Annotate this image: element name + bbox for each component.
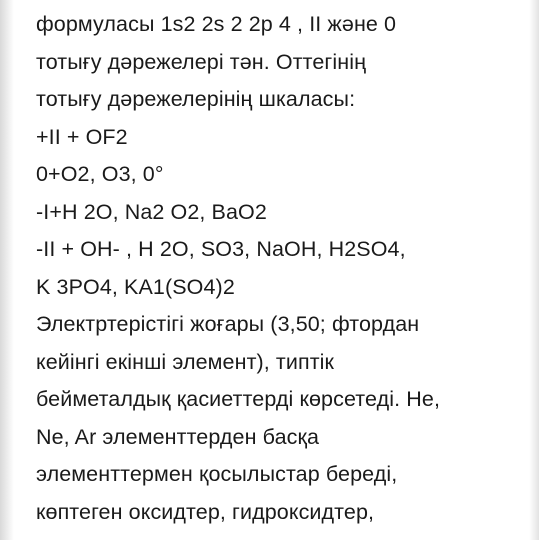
text-line: бейметалдық қасиеттерді көрсетеді. Не, [36, 387, 441, 411]
text-line: формуласы 1s2 2s 2 2p 4 , II және 0 [36, 12, 397, 36]
document-text-body [36, 6, 531, 531]
text-line: 0+O2, O3, 0° [36, 162, 164, 186]
text-line: Ne, Ar элементтерден басқа [36, 424, 320, 449]
text-line: кейінгі екінші элемент), типтік [36, 349, 335, 374]
text-line: тотығу дәрежелері тән. Оттегінің [36, 49, 367, 74]
text-line: элементтермен қосылыстар береді, [36, 462, 398, 486]
cut-off-next-line-fragment [112, 534, 120, 540]
text-line: -I+H 2O, Na2 O2, BaO2 [36, 199, 267, 224]
text-line: көптеген оксидтер, гидроксидтер, [36, 499, 375, 524]
text-line: Электртерістігі жоғары (3,50; фтордан [36, 312, 420, 336]
text-line: K 3PO4, KA1(SO4)2 [36, 274, 235, 299]
text-line: +II + OF2 [36, 124, 128, 149]
page-left-edge-shadow [0, 0, 14, 540]
text-line: тотығу дәрежелерінің шкаласы: [36, 87, 356, 111]
text-line: -II + OH- , H 2O, SO3, NaOH, H2SO4, [36, 237, 406, 261]
